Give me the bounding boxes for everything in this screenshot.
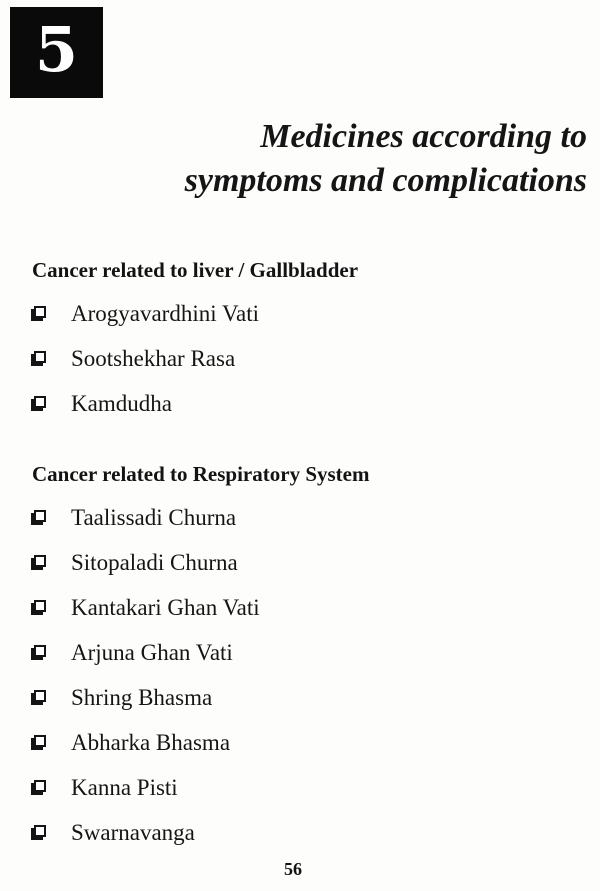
list-item [0,810,600,855]
medicine-name: Arjuna Ghan Vati [71,640,233,665]
list-item [0,765,600,810]
medicine-name: Swarnavanga [71,820,195,845]
medicine-list-liver-gallbladder [0,291,600,426]
checkbox-bullet-icon [34,306,46,318]
medicine-name: Sitopaladi Churna [71,550,238,575]
list-item [0,291,600,336]
list-item [0,540,600,585]
checkbox-bullet-icon [34,780,46,792]
medicine-name: Kamdudha [71,391,172,416]
section-heading-respiratory-system: Cancer related to Respiratory System [32,462,370,486]
list-item [0,720,600,765]
checkbox-bullet-icon [34,645,46,657]
checkbox-bullet-icon [34,555,46,567]
page-title-line-1: Medicines according to [260,118,587,155]
medicine-name: Taalissadi Churna [71,505,237,530]
medicine-name: Kanna Pisti [71,775,178,800]
section-heading-liver-gallbladder: Cancer related to liver / Gallbladder [32,258,359,282]
medicine-name: Sootshekhar Rasa [71,346,236,371]
medicine-name: Abharka Bhasma [71,730,231,755]
list-item [0,675,600,720]
medicine-list-respiratory-system [0,495,600,855]
page-number: 56 [284,859,302,879]
checkbox-bullet-icon [34,600,46,612]
checkbox-bullet-icon [34,735,46,747]
page-title-line-2: symptoms and complications [184,162,587,199]
checkbox-bullet-icon [34,510,46,522]
chapter-number: 5 [34,12,79,86]
checkbox-bullet-icon [34,825,46,837]
list-item [0,585,600,630]
checkbox-bullet-icon [34,351,46,363]
medicine-name: Arogyavardhini Vati [71,301,260,326]
list-item [0,630,600,675]
medicine-name: Shring Bhasma [71,685,213,710]
list-item [0,495,600,540]
checkbox-bullet-icon [34,396,46,408]
checkbox-bullet-icon [34,690,46,702]
medicine-name: Kantakari Ghan Vati [71,595,260,620]
list-item [0,381,600,426]
list-item [0,336,600,381]
